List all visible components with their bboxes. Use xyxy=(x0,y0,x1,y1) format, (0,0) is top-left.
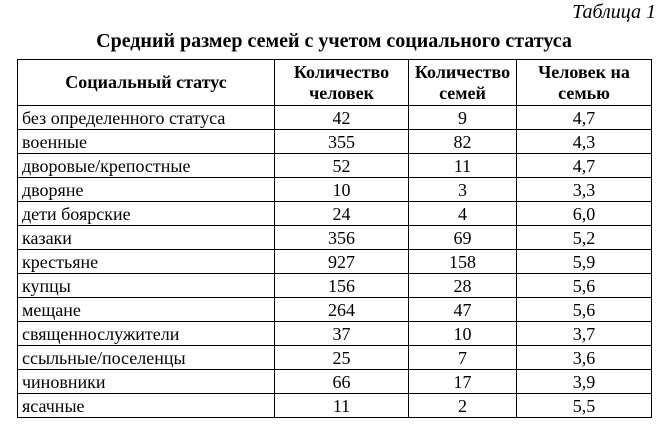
cell-families: 2 xyxy=(409,394,517,418)
cell-people: 24 xyxy=(275,202,409,226)
cell-families: 69 xyxy=(409,226,517,250)
cell-per-family: 4,3 xyxy=(517,130,652,154)
table-row xyxy=(18,202,652,226)
cell-per-family: 3,3 xyxy=(517,178,652,202)
cell-per-family: 4,7 xyxy=(517,154,652,178)
cell-status: дети боярские xyxy=(18,202,275,226)
cell-per-family: 5,6 xyxy=(517,298,652,322)
cell-people: 356 xyxy=(275,226,409,250)
cell-families: 17 xyxy=(409,370,517,394)
cell-per-family: 5,6 xyxy=(517,274,652,298)
cell-status: священнослужители xyxy=(18,322,275,346)
cell-status: купцы xyxy=(18,274,275,298)
cell-per-family: 3,9 xyxy=(517,370,652,394)
cell-status: ссыльные/поселенцы xyxy=(18,346,275,370)
cell-per-family: 3,7 xyxy=(517,322,652,346)
table-row xyxy=(18,250,652,274)
cell-people: 52 xyxy=(275,154,409,178)
cell-people: 11 xyxy=(275,394,409,418)
cell-families: 3 xyxy=(409,178,517,202)
cell-status: военные xyxy=(18,130,275,154)
cell-families: 82 xyxy=(409,130,517,154)
cell-people: 355 xyxy=(275,130,409,154)
cell-families: 28 xyxy=(409,274,517,298)
cell-status: мещане xyxy=(18,298,275,322)
table-row xyxy=(18,346,652,370)
table-row xyxy=(18,370,652,394)
cell-people: 37 xyxy=(275,322,409,346)
header-row xyxy=(18,60,652,106)
header-per-family: Человек на семью xyxy=(517,60,652,106)
cell-status: без определенного статуса xyxy=(18,106,275,130)
cell-families: 9 xyxy=(409,106,517,130)
header-families: Количество семей xyxy=(409,60,517,106)
cell-per-family: 3,6 xyxy=(517,346,652,370)
cell-per-family: 4,7 xyxy=(517,106,652,130)
cell-families: 47 xyxy=(409,298,517,322)
table-title: Средний размер семей с учетом социального статуса xyxy=(96,30,572,52)
cell-people: 10 xyxy=(275,178,409,202)
cell-people: 66 xyxy=(275,370,409,394)
table-row xyxy=(18,154,652,178)
cell-per-family: 5,2 xyxy=(517,226,652,250)
cell-per-family: 5,5 xyxy=(517,394,652,418)
table-number-label: Таблица 1 xyxy=(572,1,656,23)
table-row xyxy=(18,130,652,154)
table-row xyxy=(18,226,652,250)
cell-families: 10 xyxy=(409,322,517,346)
table-row xyxy=(18,274,652,298)
cell-people: 25 xyxy=(275,346,409,370)
table-row xyxy=(18,394,652,418)
table-row xyxy=(18,106,652,130)
header-people: Количество человек xyxy=(275,60,409,106)
cell-per-family: 5,9 xyxy=(517,250,652,274)
cell-families: 7 xyxy=(409,346,517,370)
cell-status: дворяне xyxy=(18,178,275,202)
cell-families: 158 xyxy=(409,250,517,274)
table-row xyxy=(18,322,652,346)
cell-people: 927 xyxy=(275,250,409,274)
cell-per-family: 6,0 xyxy=(517,202,652,226)
cell-people: 156 xyxy=(275,274,409,298)
table-row xyxy=(18,298,652,322)
cell-status: ясачные xyxy=(18,394,275,418)
cell-families: 4 xyxy=(409,202,517,226)
cell-status: казаки xyxy=(18,226,275,250)
cell-families: 11 xyxy=(409,154,517,178)
header-status: Социальный статус xyxy=(18,60,275,106)
family-size-table xyxy=(17,59,652,418)
cell-people: 42 xyxy=(275,106,409,130)
cell-status: крестьяне xyxy=(18,250,275,274)
table-row xyxy=(18,178,652,202)
cell-people: 264 xyxy=(275,298,409,322)
cell-status: дворовые/крепостные xyxy=(18,154,275,178)
cell-status: чиновники xyxy=(18,370,275,394)
